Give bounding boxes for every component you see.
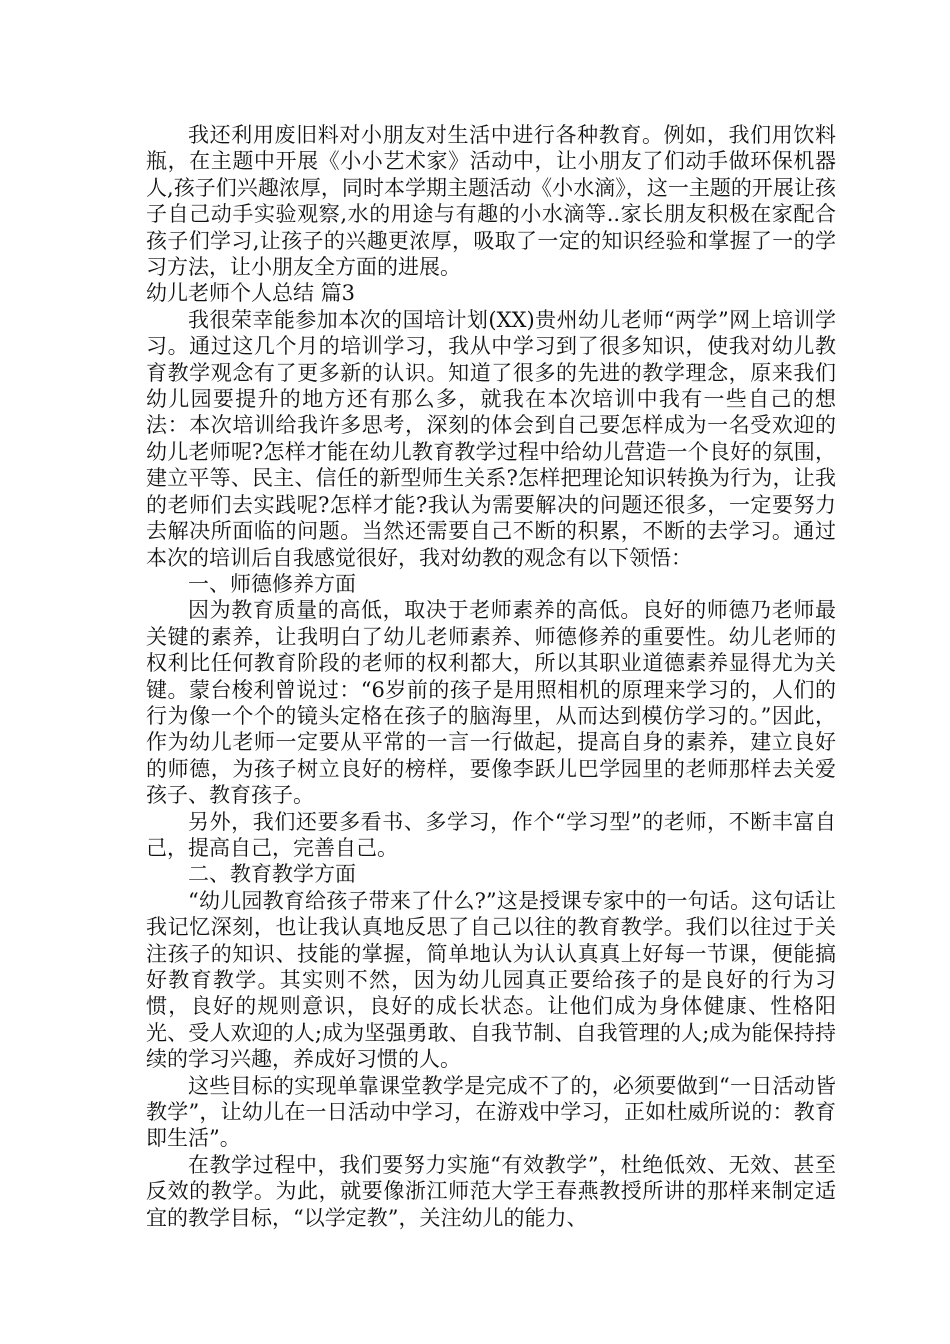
paragraph-study-more: 另外，我们还要多看书、多学习，作个“学习型”的老师，不断丰富自己，提高自己，完善自己。 xyxy=(146,809,836,860)
paragraph-daily-activities: 这些目标的实现单靠课堂教学是完成不了的，必须要做到“一日活动皆教学”，让幼儿在一日活动中学习，在游戏中学习，正如杜威所说的：教育即生活”。 xyxy=(146,1073,836,1151)
paragraph-recycled-materials: 我还利用废旧料对小朋友对生活中进行各种教育。例如，我们用饮料瓶，在主题中开展《小小艺术家》活动中，让小朋友了们动手做环保机器人,孩子们兴趣浓厚，同时本学期主题活动《小水滴》，这一主题的开展让孩子自己动手实验观察,水的用途与有趣的小水滴等..家长朋友积极在家配合孩子们学习,让孩子的兴趣更浓厚，吸取了一定的知识经验和掌握了一的学习方法，让小朋友全方面的进展。 xyxy=(146,123,836,280)
section-title: 幼儿老师个人总结 篇3 xyxy=(146,281,356,306)
subheading-teaching: 二、教育教学方面 xyxy=(188,862,356,887)
paragraph-kindergarten-education: “幼儿园教育给孩子带来了什么?”这是授课专家中的一句话。这句话让我记忆深刻，也让我认真地反思了自己以往的教育教学。我们以往过于关注孩子的知识、技能的掌握，简单地认为认认真真上好每一节课，便能搞好教育教学。其实则不然，因为幼儿园真正要给孩子的是良好的行为习惯，良好的规则意识，良好的成长状态。让他们成为身体健康、性格阳光、受人欢迎的人;成为坚强勇敢、自我节制、自我管理的人;成为能保持持续的学习兴趣，养成好习惯的人。 xyxy=(146,888,836,1072)
subheading-teacher-ethics: 一、师德修养方面 xyxy=(188,571,356,596)
paragraph-teacher-ethics: 因为教育质量的高低，取决于老师素养的高低。良好的师德乃老师最关键的素养，让我明白了幼儿老师素养、师德修养的重要性。幼儿老师的权利比任何教育阶段的老师的权利都大，所以其职业道德素养显得尤为关键。蒙台梭利曾说过：“6岁前的孩子是用照相机的原理来学习的，人们的行为像一个个的镜头定格在孩子的脑海里，从而达到模仿学习的。”因此，作为幼儿老师一定要从平常的一言一行做起，提高自身的素养，建立良好的师德，为孩子树立良好的榜样，要像李跃儿巴学园里的老师那样去关爱孩子、教育孩子。 xyxy=(146,598,836,808)
document-page xyxy=(146,122,836,1231)
paragraph-training-intro: 我很荣幸能参加本次的国培计划(XX)贵州幼儿老师“两学”网上培训学习。通过这几个月的培训学习，我从中学习到了很多知识，使我对幼儿教育教学观念有了更多新的认识。知道了很多的先进的教学理念，原来我们幼儿园要提升的地方还有那么多，就我在本次培训中我有一些自己的想法：本次培训给我许多思考，深刻的体会到自己要怎样成为一名受欢迎的幼儿老师呢?怎样才能在幼儿教育教学过程中给幼儿营造一个良好的氛围，建立平等、民主、信任的新型师生关系?怎样把理论知识转换为行为，让我的老师们去实践呢?怎样才能?我认为需要解决的问题还很多，一定要努力去解决所面临的问题。当然还需要自己不断的积累，不断的去学习。通过本次的培训后自我感觉很好，我对幼教的观念有以下领悟： xyxy=(146,307,836,570)
paragraph-effective-teaching: 在教学过程中，我们要努力实施“有效教学”，杜绝低效、无效、甚至反效的教学。为此，就要像浙江师范大学王春燕教授所讲的那样来制定适宜的教学目标，“以学定教”，关注幼儿的能力、 xyxy=(146,1152,836,1230)
